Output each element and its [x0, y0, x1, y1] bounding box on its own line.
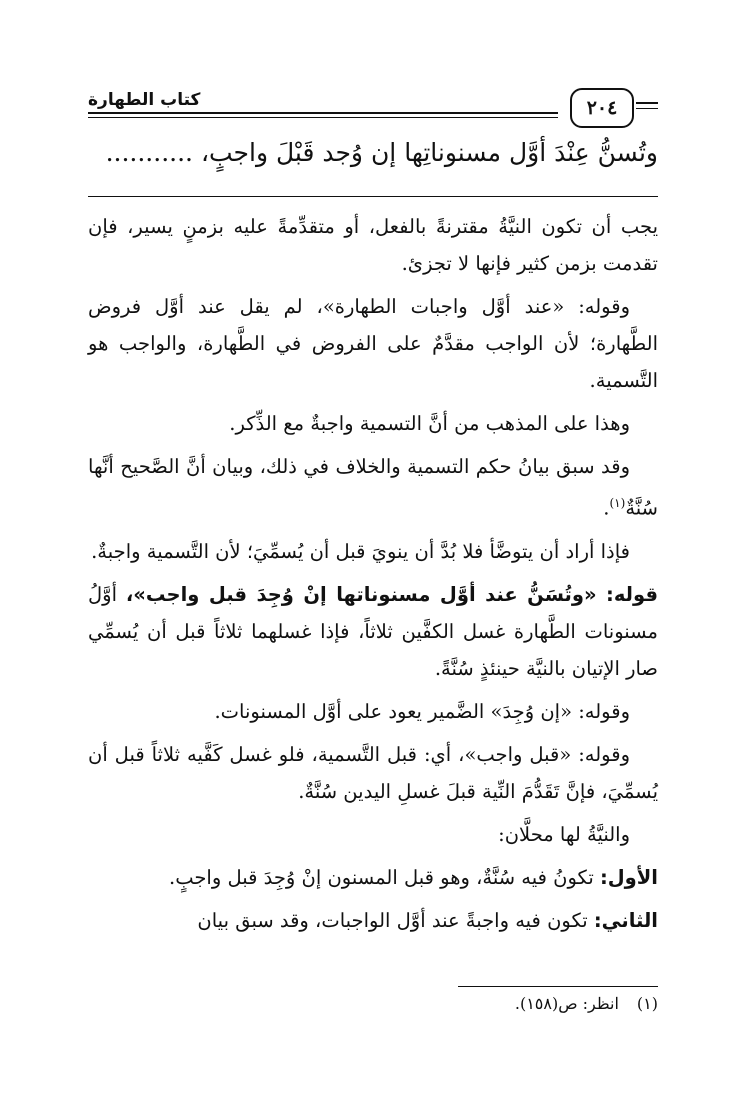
- footnote-number: (١): [636, 994, 658, 1013]
- commentary-body: [88, 208, 658, 945]
- paragraph-text: وقوله: «عند أوَّل واجبات الطهارة»، لم يقل عند أوَّل فروض الطَّهارة؛ لأن الواجب مقدَّمٌ على الفروض في الطَّهارة، والواجب هو التَّسمية.: [88, 295, 658, 392]
- paragraph-text: تكون فيه واجبةً عند أوَّل الواجبات، وقد سبق بيان: [197, 908, 594, 932]
- paragraph: [88, 693, 658, 730]
- matn-divider: [88, 196, 658, 197]
- matn-line: وتُسنُّ عِنْدَ أوَّل مسنوناتِها إن وُجد قَبْلَ واجبٍ، ...........: [105, 138, 658, 167]
- bold-lead: قوله: «وتُسَنُّ عند أوَّل مسنوناتها إنْ وُجِدَ قبل واجب»،: [125, 582, 658, 606]
- paragraph: [88, 533, 658, 570]
- page-header: [88, 88, 658, 118]
- paragraph-text: وقوله: «إن وُجِدَ» الضَّمير يعود على أوَّل المسنونات.: [214, 699, 630, 723]
- header-rule: [88, 112, 558, 114]
- footnote-divider: [458, 986, 658, 987]
- paragraph-text: .: [603, 496, 610, 520]
- paragraph: [88, 859, 658, 896]
- bold-lead: الأول:: [599, 865, 658, 889]
- paragraph: [88, 736, 658, 810]
- paragraph-text: تكونُ فيه سُنَّةٌ، وهو قبل المسنون إنْ وُجِدَ قبل واجبٍ.: [169, 865, 600, 889]
- header-rule-thin: [88, 117, 558, 118]
- paragraph: [88, 448, 658, 527]
- paragraph-text: وقوله: «قبل واجب»، أي: قبل التَّسمية، فلو غسل كَفَّيه ثلاثاً قبل أن يُسمِّيَ، فإنَّ تَقَدُّمَ النِّية قبلَ غسلِ اليدين سُنَّةٌ.: [88, 742, 658, 803]
- bold-lead: الثاني:: [593, 908, 658, 932]
- paragraph-text: والنيَّةُ لها محلَّان:: [498, 822, 630, 846]
- paragraph: [88, 208, 658, 282]
- paragraph: [88, 288, 658, 399]
- page-number: ٢٠٤: [570, 88, 634, 128]
- header-rule-right: [636, 102, 658, 104]
- paragraph: [88, 816, 658, 853]
- paragraph: [88, 902, 658, 939]
- paragraph: [88, 405, 658, 442]
- paragraph-text: وقد سبق بيانُ حكم التسمية والخلاف في ذلك، وبيان أنَّ الصَّحيح أنَّها سُنَّةٌ: [88, 455, 658, 520]
- footnote-reference: (١): [609, 496, 626, 510]
- paragraph-text: وهذا على المذهب من أنَّ التسمية واجبةٌ مع الذِّكر.: [229, 412, 630, 435]
- paragraph: [88, 576, 658, 687]
- book-title: كتاب الطهارة: [88, 90, 201, 110]
- footnote-text: انظر: ص(١٥٨).: [514, 994, 619, 1013]
- paragraph-text: أوَّلُ مسنونات الطَّهارة غسل الكفَّين ثلاثاً، فإذا غسلهما ثلاثاً قبل أن يُسمِّي صار الإتيان بالنيَّة حينئذٍ سُنَّةً.: [88, 582, 658, 680]
- header-rule-right-thin: [636, 108, 658, 109]
- paragraph-text: فإذا أراد أن يتوضَّأ فلا بُدَّ أن ينويَ قبل أن يُسمِّيَ؛ لأن التَّسمية واجبةٌ.: [91, 539, 630, 563]
- footnote: [88, 994, 658, 1013]
- paragraph-text: يجب أن تكون النيَّةُ مقترنةً بالفعل، أو متقدِّمةً عليه بزمنٍ يسير، فإن تقدمت بزمن كثير فإنها لا تجزئ.: [88, 215, 658, 275]
